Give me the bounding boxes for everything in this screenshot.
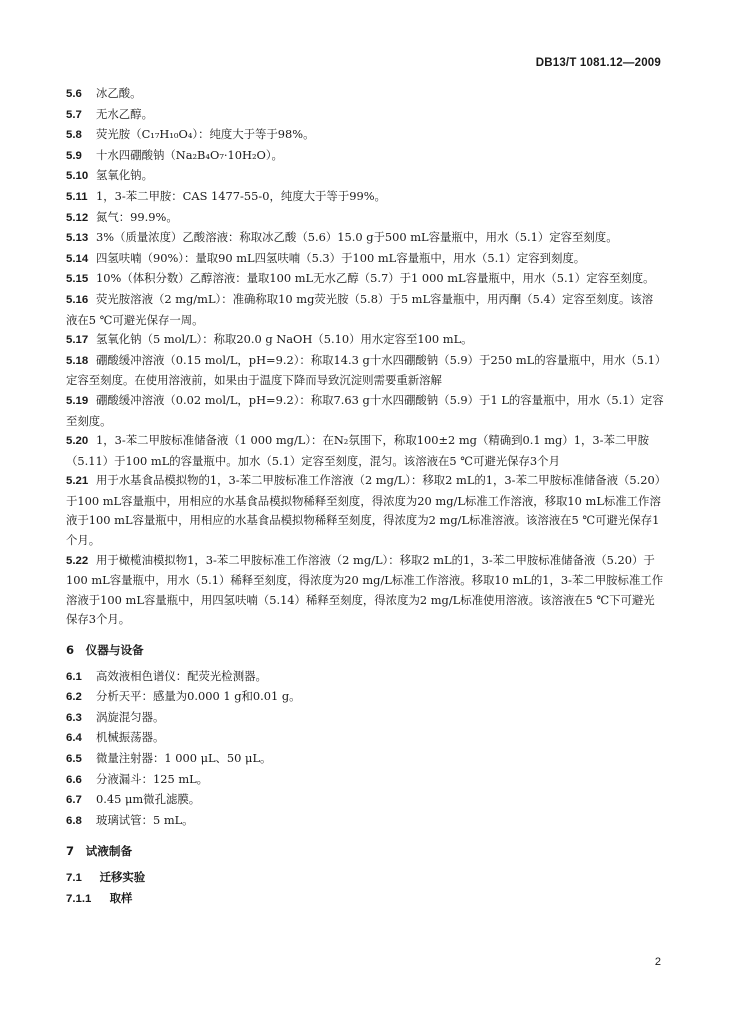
list-item [66,471,664,550]
item-text: 四氢呋喃（90%）：量取90 mL四氢呋喃（5.3）于100 mL容量瓶中，用水（5.1）定容到刻度。 [96,250,586,265]
item-text: 荧光胺溶液（2 mg/mL）：准确称取10 mg荧光胺（5.8）于5 mL容量瓶中，用丙酮（5.4）定容至刻度。该溶液在5 ℃可避光保存一周。 [66,291,654,327]
list-item [66,667,664,688]
list-item [66,290,664,330]
standard-code: DB13/T 1081.12—2009 [535,57,661,69]
item-number: 5.7 [66,108,82,121]
item-number: 5.21 [66,475,89,488]
item-number: 6.6 [66,773,82,786]
list-item [66,105,664,126]
item-text: 用于水基食品模拟物的1，3-苯二甲胺标准工作溶液（2 mg/L）：移取2 mL的1，3-苯二甲胺标准储备液（5.20）于100 mL容量瓶中，用相应的水基食品模拟物稀释至刻度，得浓度为20 mg/L标准工作溶液，移取10 mL标准工作溶液于100 mL容量瓶中，用相应的水基食品模拟物稀释至刻度，得浓度为2 mg/L标准溶液。该溶液在5 ℃可避光保存1个月。 [66,473,661,548]
item-text: 10%（体积分数）乙醇溶液：量取100 mL无水乙醇（5.7）于1 000 mL容量瓶中，用水（5.1）定容至刻度。 [96,271,655,286]
item-text: 硼酸缓冲溶液（0.15 mol/L，pH=9.2）：称取14.3 g十水四硼酸钠（5.9）于250 mL的容量瓶中，用水（5.1）定容至刻度。在使用溶液前，如果由于温度下降而导致沉淀则需要重新溶解 [66,352,661,388]
item-text: 分析天平：感量为0.000 1 g和0.01 g。 [96,689,301,704]
list-item [66,351,664,391]
item-number: 5.14 [66,252,89,265]
item-text: 玻璃试管：5 mL。 [96,812,194,827]
item-number: 6.8 [66,814,82,827]
list-item [66,269,664,290]
item-number: 5.18 [66,354,89,367]
list-item [66,125,664,146]
item-number: 5.12 [66,211,89,224]
section-6-title: 6 仪器与设备 [66,643,144,658]
item-text: 氢氧化钠。 [96,168,153,183]
item-text: 0.45 μm微孔滤膜。 [96,792,201,807]
item-text: 涡旋混匀器。 [96,709,165,724]
item-number: 5.20 [66,435,89,448]
reagent-list [66,84,664,630]
item-number: 6.7 [66,794,82,807]
item-number: 6.5 [66,753,82,765]
document-body [66,84,664,909]
list-item [66,687,664,708]
item-text: 分液漏斗：125 mL。 [96,771,209,786]
equipment-list [66,667,664,832]
item-number: 5.9 [66,149,82,162]
item-number: 5.19 [66,394,89,407]
list-item [66,790,664,811]
item-number: 5.10 [66,170,89,183]
item-text: 取样 [109,890,133,905]
item-text: 3%（质量浓度）乙酸溶液：称取冰乙酸（5.6）15.0 g于500 mL容量瓶中，用水（5.1）定容至刻度。 [96,230,618,245]
list-item [66,551,664,630]
item-text: 无水乙醇。 [96,106,153,121]
list-item [66,228,664,249]
item-text: 冰乙酸。 [96,86,142,100]
list-item [66,146,664,167]
list-item [66,708,664,729]
item-number: 5.13 [66,232,89,245]
list-item [66,811,664,832]
list-item [66,208,664,229]
list-item [66,330,664,351]
item-number: 6.1 [66,670,82,683]
item-number: 7.1 [66,871,82,884]
item-number: 5.22 [66,554,89,567]
subsection-7-1 [66,868,664,889]
item-text: 硼酸缓冲溶液（0.02 mol/L，pH=9.2）：称取7.63 g十水四硼酸钠（5.9）于1 L的容量瓶中，用水（5.1）定容至刻度。 [66,392,664,428]
list-item [66,84,664,105]
list-item [66,728,664,749]
list-item [66,431,664,471]
item-text: 荧光胺（C₁₇H₁₀O₄）：纯度大于等于98%。 [96,127,315,142]
list-item [66,770,664,791]
item-text: 1，3-苯二甲胺：CAS 1477-55-0，纯度大于等于99%。 [96,188,386,203]
item-number: 6.4 [66,732,82,745]
item-number: 5.6 [66,88,82,100]
item-number: 5.17 [66,334,89,347]
item-text: 氮气：99.9%。 [96,209,178,224]
item-number: 7.1.1 [66,892,92,905]
list-item [66,187,664,208]
item-number: 6.2 [66,691,82,704]
item-number: 5.8 [66,129,82,142]
item-number: 5.16 [66,293,89,306]
item-text: 机械振荡器。 [96,730,165,745]
section-7-title: 7 试液制备 [66,844,133,859]
list-item [66,749,664,770]
list-item [66,166,664,187]
item-text: 氢氧化钠（5 mol/L）：称取20.0 g NaOH（5.10）用水定容至100 mL。 [96,332,473,347]
item-text: 迁移实验 [99,869,146,884]
list-item [66,249,664,270]
list-item [66,391,664,431]
item-text: 用于橄榄油模拟物1，3-苯二甲胺标准工作溶液（2 mg/L）：移取2 mL的1，3-苯二甲胺标准储备液（5.20）于100 mL容量瓶中，用水（5.1）稀释至刻度，得浓度为20 mg/L标准工作溶液。移取10 mL的1，3-苯二甲胺标准工作溶液于100 mL容量瓶中，用四氢呋喃（5.14）稀释至刻度，得浓度为2 mg/L标准使用溶液。该溶液在5 ℃下可避光保存3个月。 [66,552,664,627]
page-number: 2 [654,956,661,968]
item-text: 1，3-苯二甲胺标准储备液（1 000 mg/L）：在N₂氛围下，称取100±2 mg（精确到0.1 mg）1，3-苯二甲胺（5.11）于100 mL的容量瓶中。加水（5.1）定容至刻度，混匀。该溶液在5 ℃可避光保存3个月 [66,433,650,468]
item-text: 十水四硼酸钠（Na₂B₄O₇·10H₂O）。 [96,147,283,162]
subsection-7-1-1 [66,889,664,910]
item-text: 微量注射器：1 000 μL、50 μL。 [96,751,272,765]
item-number: 5.15 [66,273,89,286]
item-text: 高效液相色谱仪：配荧光检测器。 [96,668,267,683]
item-number: 5.11 [66,190,88,203]
item-number: 6.3 [66,711,82,724]
